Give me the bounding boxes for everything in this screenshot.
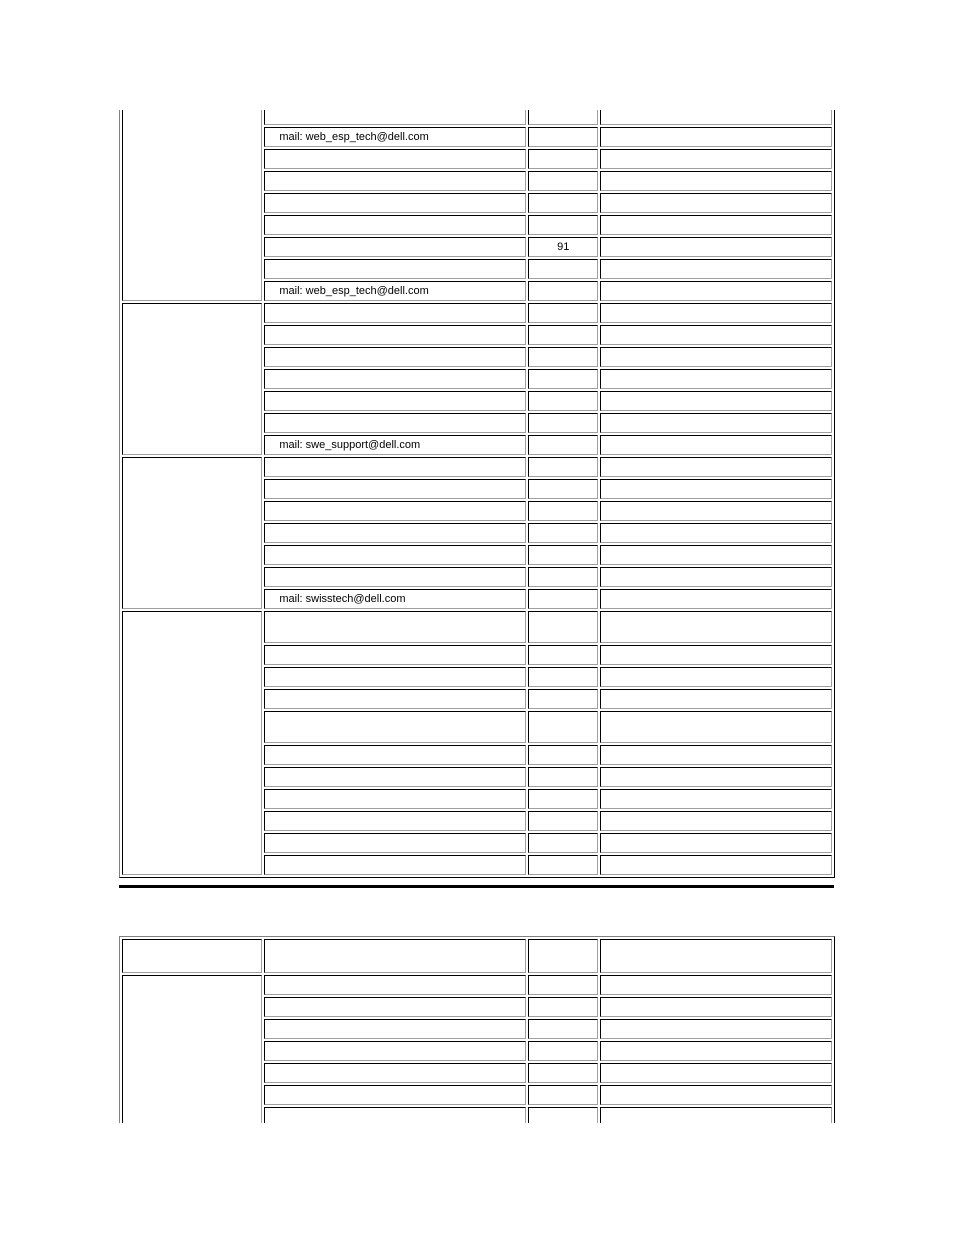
- service-cell: [264, 997, 526, 1017]
- phone-number-cell: [600, 127, 832, 147]
- table-row: [122, 110, 832, 125]
- phone-number-cell: [600, 435, 832, 455]
- service-cell: [264, 347, 526, 367]
- service-cell: [264, 413, 526, 433]
- area-code-cell: [528, 149, 598, 169]
- service-cell: [264, 1107, 526, 1123]
- phone-number-cell: [600, 567, 832, 587]
- service-cell: [264, 259, 526, 279]
- phone-number-cell: [600, 855, 832, 875]
- phone-number-cell: [600, 237, 832, 257]
- phone-number-cell: [600, 1063, 832, 1083]
- section-divider: [119, 885, 834, 888]
- phone-number-cell: [600, 523, 832, 543]
- service-cell: [264, 501, 526, 521]
- phone-number-cell: [600, 833, 832, 853]
- phone-number-cell: [600, 1019, 832, 1039]
- area-code-cell: [528, 391, 598, 411]
- area-code-cell: [528, 589, 598, 609]
- phone-number-cell: [600, 667, 832, 687]
- area-code-cell: [528, 1085, 598, 1105]
- service-cell: mail: swisstech@dell.com: [264, 589, 526, 609]
- service-cell: [264, 369, 526, 389]
- service-cell: [264, 689, 526, 709]
- area-code-cell: [528, 545, 598, 565]
- area-code-cell: [528, 711, 598, 743]
- area-code-cell: [528, 1019, 598, 1039]
- service-cell: [264, 833, 526, 853]
- phone-number-cell: [600, 711, 832, 743]
- area-code-cell: [528, 997, 598, 1017]
- phone-number-cell: [600, 811, 832, 831]
- service-cell: mail: swe_support@dell.com: [264, 435, 526, 455]
- service-cell: [264, 479, 526, 499]
- phone-number-cell: [600, 1041, 832, 1061]
- area-code-cell: [528, 369, 598, 389]
- service-cell: [264, 611, 526, 643]
- service-cell: [264, 745, 526, 765]
- service-cell: [264, 811, 526, 831]
- phone-number-cell: [600, 303, 832, 323]
- service-cell: [264, 171, 526, 191]
- table-row: [122, 303, 832, 323]
- area-code-cell: [528, 1063, 598, 1083]
- service-cell: [264, 975, 526, 995]
- area-code-cell: [528, 110, 598, 125]
- header-service: [264, 939, 526, 973]
- service-cell: [264, 567, 526, 587]
- country-cell: [122, 611, 262, 875]
- phone-number-cell: [600, 1085, 832, 1105]
- phone-number-cell: [600, 110, 832, 125]
- service-cell: [264, 325, 526, 345]
- service-cell: [264, 1063, 526, 1083]
- phone-number-cell: [600, 193, 832, 213]
- phone-number-cell: [600, 975, 832, 995]
- service-cell: [264, 110, 526, 125]
- area-code-cell: [528, 611, 598, 643]
- area-code-cell: [528, 259, 598, 279]
- country-cell: [122, 303, 262, 455]
- area-code-cell: [528, 479, 598, 499]
- service-cell: [264, 1085, 526, 1105]
- area-code-cell: [528, 1041, 598, 1061]
- phone-number-cell: [600, 745, 832, 765]
- phone-number-cell: [600, 413, 832, 433]
- area-code-cell: [528, 413, 598, 433]
- area-code-cell: [528, 435, 598, 455]
- phone-number-cell: [600, 259, 832, 279]
- area-code-cell: [528, 215, 598, 235]
- service-cell: mail: web_esp_tech@dell.com: [264, 127, 526, 147]
- area-code-cell: [528, 303, 598, 323]
- phone-number-cell: [600, 369, 832, 389]
- service-cell: [264, 855, 526, 875]
- area-code-cell: [528, 193, 598, 213]
- area-code-cell: [528, 457, 598, 477]
- phone-number-cell: [600, 171, 832, 191]
- area-code-cell: [528, 501, 598, 521]
- phone-number-cell: [600, 457, 832, 477]
- service-cell: [264, 1041, 526, 1061]
- service-cell: [264, 667, 526, 687]
- area-code-cell: [528, 689, 598, 709]
- bottom-table-frame: [119, 936, 835, 1123]
- service-cell: [264, 645, 526, 665]
- table-header-row: [122, 939, 832, 973]
- table-row: [122, 975, 832, 995]
- service-cell: [264, 457, 526, 477]
- phone-number-cell: [600, 611, 832, 643]
- service-cell: [264, 237, 526, 257]
- phone-number-cell: [600, 391, 832, 411]
- area-code-cell: [528, 789, 598, 809]
- header-country: [122, 939, 262, 973]
- area-code-cell: [528, 523, 598, 543]
- service-cell: [264, 215, 526, 235]
- area-code-cell: [528, 767, 598, 787]
- phone-number-cell: [600, 149, 832, 169]
- phone-number-cell: [600, 545, 832, 565]
- phone-number-cell: [600, 767, 832, 787]
- area-code-cell: [528, 171, 598, 191]
- service-cell: [264, 523, 526, 543]
- area-code-cell: [528, 347, 598, 367]
- country-cell: [122, 457, 262, 609]
- service-cell: [264, 193, 526, 213]
- area-code-cell: 91: [528, 237, 598, 257]
- area-code-cell: [528, 745, 598, 765]
- contact-table: [119, 936, 835, 1123]
- service-cell: [264, 149, 526, 169]
- area-code-cell: [528, 281, 598, 301]
- service-cell: [264, 711, 526, 743]
- header-number: [600, 939, 832, 973]
- phone-number-cell: [600, 501, 832, 521]
- phone-number-cell: [600, 281, 832, 301]
- phone-number-cell: [600, 997, 832, 1017]
- area-code-cell: [528, 811, 598, 831]
- area-code-cell: [528, 855, 598, 875]
- service-cell: [264, 303, 526, 323]
- service-cell: [264, 767, 526, 787]
- area-code-cell: [528, 127, 598, 147]
- phone-number-cell: [600, 215, 832, 235]
- area-code-cell: [528, 645, 598, 665]
- area-code-cell: [528, 567, 598, 587]
- area-code-cell: [528, 667, 598, 687]
- phone-number-cell: [600, 479, 832, 499]
- header-code: [528, 939, 598, 973]
- phone-number-cell: [600, 789, 832, 809]
- area-code-cell: [528, 975, 598, 995]
- phone-number-cell: [600, 325, 832, 345]
- contact-table-continued: [119, 110, 835, 878]
- phone-number-cell: [600, 689, 832, 709]
- area-code-cell: [528, 1107, 598, 1123]
- phone-number-cell: [600, 589, 832, 609]
- table-row: [122, 611, 832, 643]
- phone-number-cell: [600, 347, 832, 367]
- phone-number-cell: [600, 645, 832, 665]
- country-cell: [122, 975, 262, 1123]
- area-code-cell: [528, 325, 598, 345]
- top-table-frame: [119, 110, 835, 885]
- table-row: [122, 457, 832, 477]
- service-cell: mail: web_esp_tech@dell.com: [264, 281, 526, 301]
- service-cell: [264, 391, 526, 411]
- phone-number-cell: [600, 1107, 832, 1123]
- service-cell: [264, 545, 526, 565]
- area-code-cell: [528, 833, 598, 853]
- service-cell: [264, 789, 526, 809]
- country-cell: [122, 110, 262, 301]
- service-cell: [264, 1019, 526, 1039]
